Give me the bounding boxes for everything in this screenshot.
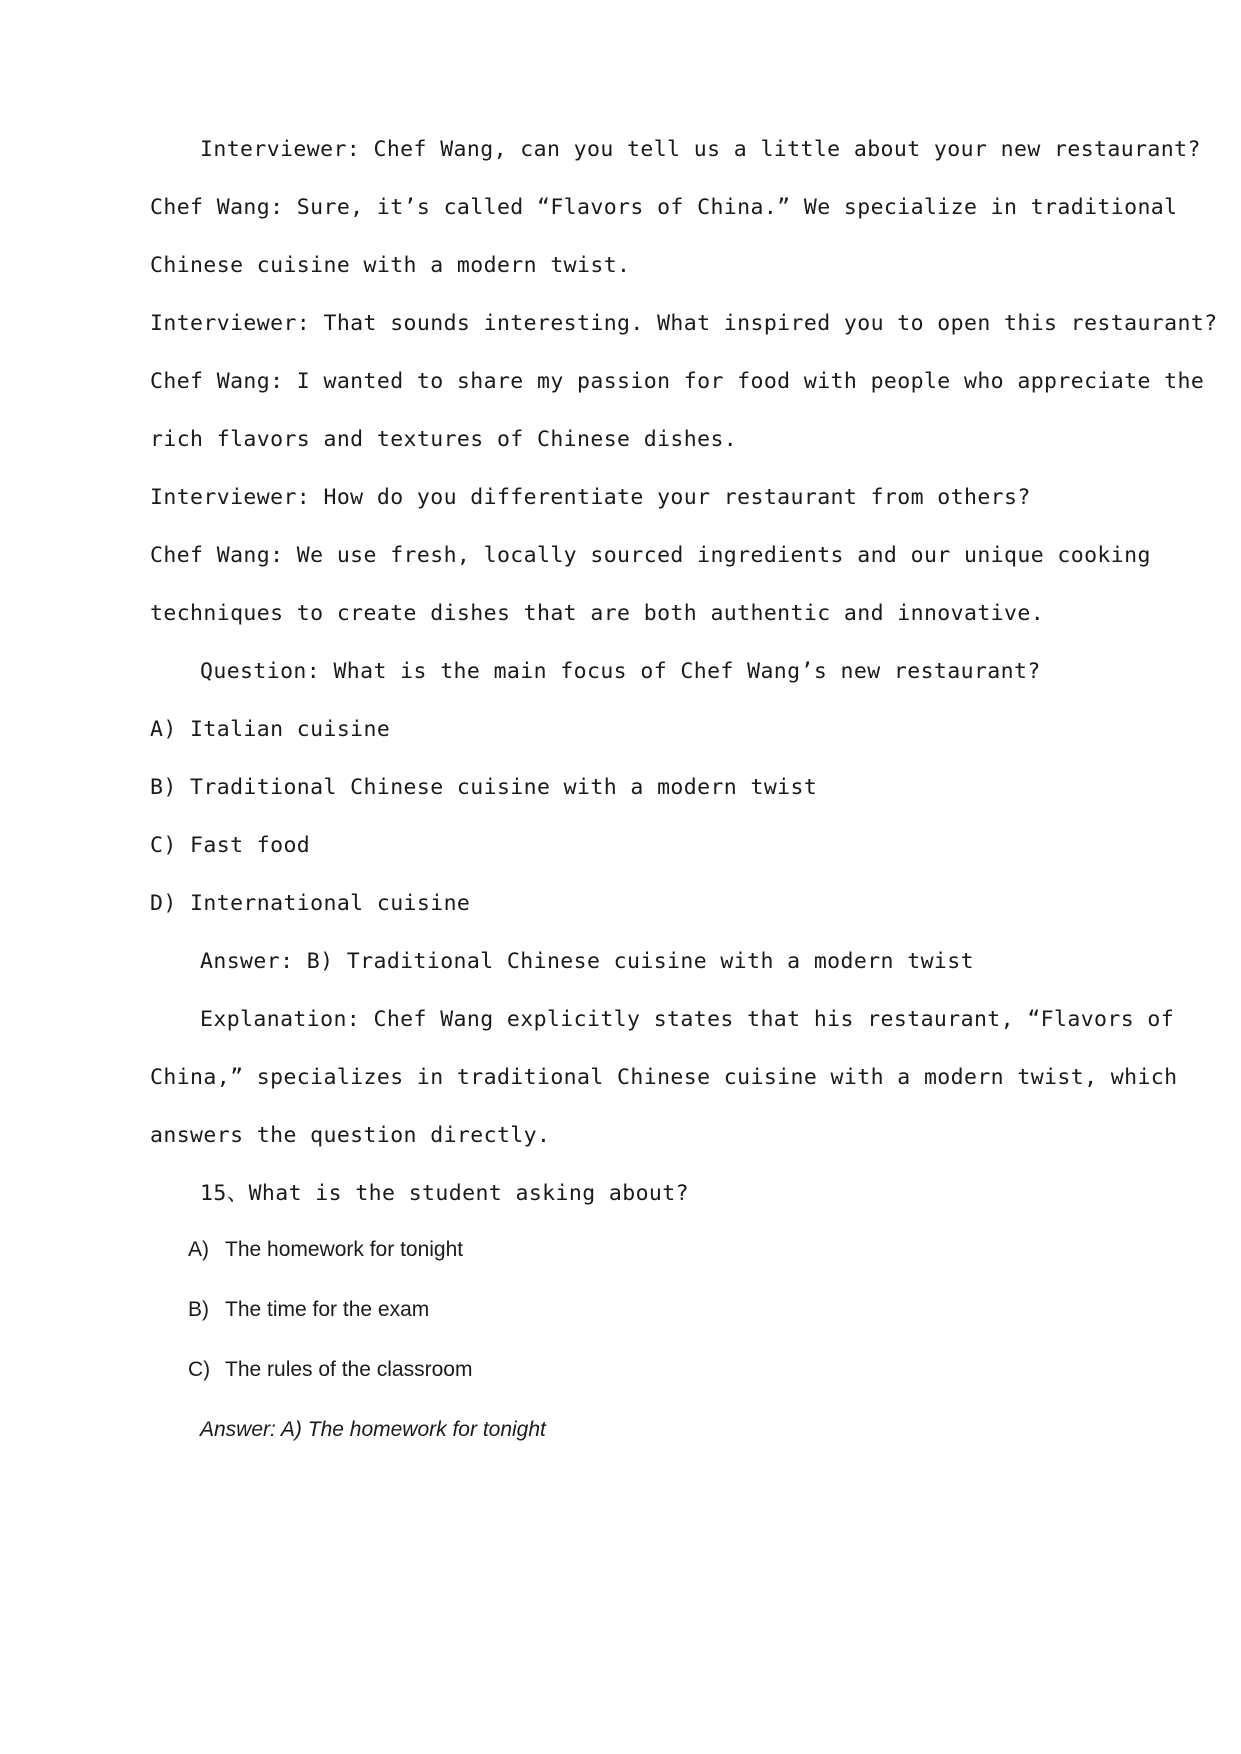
dialogue-line: Chef Wang: I wanted to share my passion for food with people who appreciate the xyxy=(150,369,1205,394)
answer-option: A) Italian cuisine xyxy=(150,717,391,742)
dialogue-line: Interviewer: How do you differentiate your restaurant from others? xyxy=(150,485,1031,510)
question-15-answer: Answer: A) The homework for tonight xyxy=(200,1418,546,1441)
answer-option: C) Fast food xyxy=(150,833,311,858)
option-label: C) xyxy=(188,1358,211,1381)
dialogue-line: Interviewer: Chef Wang, can you tell us a little about your new restaurant? xyxy=(200,137,1201,162)
dialogue-line: techniques to create dishes that are both authentic and innovative. xyxy=(150,601,1045,626)
option-text: The time for the exam xyxy=(225,1298,430,1321)
explanation-line: China,” specializes in traditional Chinese cuisine with a modern twist, which xyxy=(150,1065,1178,1090)
dialogue-line: rich flavors and textures of Chinese dishes. xyxy=(150,427,738,452)
question-15-option xyxy=(188,1236,463,1264)
question-15-prompt: 15、What is the student asking about? xyxy=(200,1181,689,1206)
option-label: B) xyxy=(188,1298,209,1321)
explanation-line: answers the question directly. xyxy=(150,1123,551,1148)
option-label: A) xyxy=(188,1238,209,1261)
dialogue-line: Chef Wang: We use fresh, locally sourced ingredients and our unique cooking xyxy=(150,543,1151,568)
dialogue-line: Interviewer: That sounds interesting. What inspired you to open this restaurant? xyxy=(150,311,1218,336)
question-text: Question: What is the main focus of Chef Wang’s new restaurant? xyxy=(200,659,1041,684)
dialogue-line: Chef Wang: Sure, it’s called “Flavors of China.” We specialize in traditional xyxy=(150,195,1178,220)
dialogue-line: Chinese cuisine with a modern twist. xyxy=(150,253,631,278)
option-text: The rules of the classroom xyxy=(225,1358,473,1381)
answer-option: B) Traditional Chinese cuisine with a modern twist xyxy=(150,775,818,800)
answer-text: Answer: B) Traditional Chinese cuisine with a modern twist xyxy=(200,949,974,974)
answer-option: D) International cuisine xyxy=(150,891,471,916)
explanation-line: Explanation: Chef Wang explicitly states that his restaurant, “Flavors of xyxy=(200,1007,1175,1032)
question-15-option xyxy=(188,1296,429,1324)
option-text: The homework for tonight xyxy=(225,1238,464,1261)
question-15-option xyxy=(188,1356,472,1384)
